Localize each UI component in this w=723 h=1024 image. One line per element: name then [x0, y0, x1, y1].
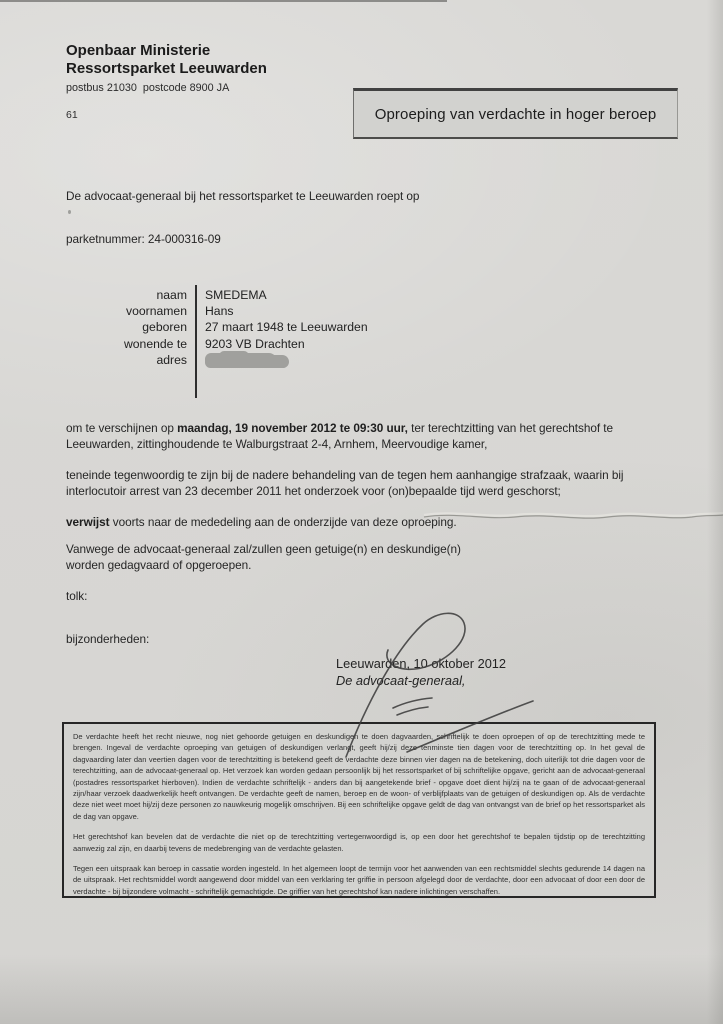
sender-block [66, 42, 267, 94]
scan-speck [68, 210, 71, 214]
scan-edge-artifact [0, 0, 447, 2]
sender-org-line1: Openbaar Ministerie [66, 42, 211, 59]
refer-line [66, 514, 678, 530]
signature-place-date: Leeuwarden, 10 oktober 2012 [336, 656, 507, 671]
case-number-line [66, 231, 221, 247]
person-value: 9203 VB Drachten [205, 336, 305, 351]
person-label: naam [156, 288, 187, 302]
document-title-box [353, 88, 678, 139]
legal-notes-paragraph-3: Tegen een uitspraak kan beroep in cassatie worden ingesteld. In het algemeen loopt de termijn voor het aanwenden van een rechtsmiddel slechts gedurende 14 dagen na de uitspraak. Het rechtsmiddel wordt aangewend door middel van een verklaring ter griffie in persoon afgelegd door de verdachte, door een advocaat of door een door de verdachte - bij bijzondere volmacht - schriftelijk gemachtigde. De griffier van het gerechtshof kan nadere inlichtingen verschaffen. [73, 864, 645, 896]
person-label: wonende te [123, 336, 187, 351]
signature-block [336, 655, 506, 689]
person-label: adres [156, 352, 187, 367]
person-value [187, 352, 277, 372]
particulars-label: bijzonderheden: [66, 632, 150, 646]
person-row-geboren [66, 319, 368, 335]
person-value: SMEDEMA [205, 288, 267, 302]
sender-org-line2: Ressortsparket Leeuwarden [66, 60, 267, 77]
summons-paragraph [66, 420, 678, 452]
summons-prefix: om te verschijnen op [66, 421, 178, 435]
case-number-label: parketnummer: [66, 232, 145, 246]
person-details-block [66, 287, 368, 372]
person-label: voornamen [126, 304, 187, 319]
person-value: 27 maart 1948 te Leeuwarden [205, 320, 368, 335]
person-label: geboren [142, 320, 187, 335]
witnesses-paragraph: Vanwege de advocaat-generaal zal/zullen geen getuige(n) en deskundige(n) worden gedagvaard of opgeroepen. [66, 542, 461, 572]
signature-function: De advocaat-generaal, [336, 673, 466, 688]
document-title: Oproeping van verdachte in hoger beroep [374, 105, 657, 123]
refer-rest: voorts naar de mededeling aan de onderzijde van deze oproeping. [109, 515, 457, 529]
purpose-paragraph: teneinde tegenwoordig te zijn bij de nadere behandeling van de tegen hem aanhangige strafzaak, waarin bij interlocutoir arrest van 23 december 2011 het onderzoek voor (on)bepaalde tijd werd geschorst; [66, 468, 624, 498]
person-row-wonende-te [66, 336, 368, 352]
legal-notes-paragraph-2: Het gerechtshof kan bevelen dat de verdachte die niet op de terechtzitting vertegenwoordigd is, op een door het gerechtshof te bepalen tijdstip op de terechtzitting aanwezig zal zijn, en daarbij tevens de medebrenging van de verdachte gelasten. [73, 832, 645, 853]
legal-notes-paragraph-1: De verdachte heeft het recht nieuwe, nog niet gehoorde getuigen en deskundigen te doen dagvaarden, schriftelijk te doen oproepen of op de terechtzitting mede te brengen. Ingeval de verdachte oproeping van getuigen of deskundigen verlangt, geeft hij/zij deze tenminste tien dagen voor de terechtzitting op. In het geval de dagvaarding later dan veertien dagen voor de terechtzitting is betekend geeft de verdachte deze binnen vier dagen na de betekening, doch uiterlijk tot drie dagen voor de terechtzitting, aan de advocaat-generaal op. Het verzoek kan worden gedaan persoonlijk bij het ressortsparket of bij schriftelijke opgave, gericht aan de advocaat-generaal (postadres ressortsparket hierboven). Indien de verdachte schriftelijk - anders dan bij aangetekende brief - opgave doet dient hij/zij na te gaan of de advocaat-generaal zijn/haar verzoek daadwerkelijk heeft ontvangen. De verdachte geeft de namen, beroep en de woon- of verblijfplaats van de getuigen of deskundigen op. Als de verdachte deze niet weet moet hij/zij deze personen zo nauwkeurig mogelijk omschrijven. Bij een schriftelijke opgave geldt de dag van ontvangst van de brief op het ressortsparket als de dag van opgave. [73, 732, 645, 821]
summons-suffix: ter terechtzitting van het gerechtshof te Leeuwarden, zittinghoudende te Walburgstraat 2-4, Arnhem, Meervoudige kamer, [66, 421, 614, 451]
redacted-address-blob [205, 353, 277, 368]
person-row-adres [66, 352, 368, 372]
summons-datetime: maandag, 19 november 2012 te 09:30 uur, [177, 421, 408, 435]
person-row-naam [66, 287, 368, 303]
scan-shadow-right [707, 0, 723, 1024]
person-value: Hans [205, 304, 234, 319]
refer-bold: verwijst [66, 515, 110, 529]
legal-notes-box [62, 722, 656, 898]
scan-shadow-bottom [0, 954, 723, 1024]
intro-line: De advocaat-generaal bij het ressortsparket te Leeuwarden roept op [66, 189, 420, 203]
interpreter-label: tolk: [66, 589, 88, 603]
person-row-voornamen [66, 303, 368, 319]
case-number-value: 24-000316-09 [147, 232, 221, 246]
document-code: 61 [66, 109, 78, 121]
sender-address: postbus 21030 postcode 8900 JA [66, 82, 230, 94]
